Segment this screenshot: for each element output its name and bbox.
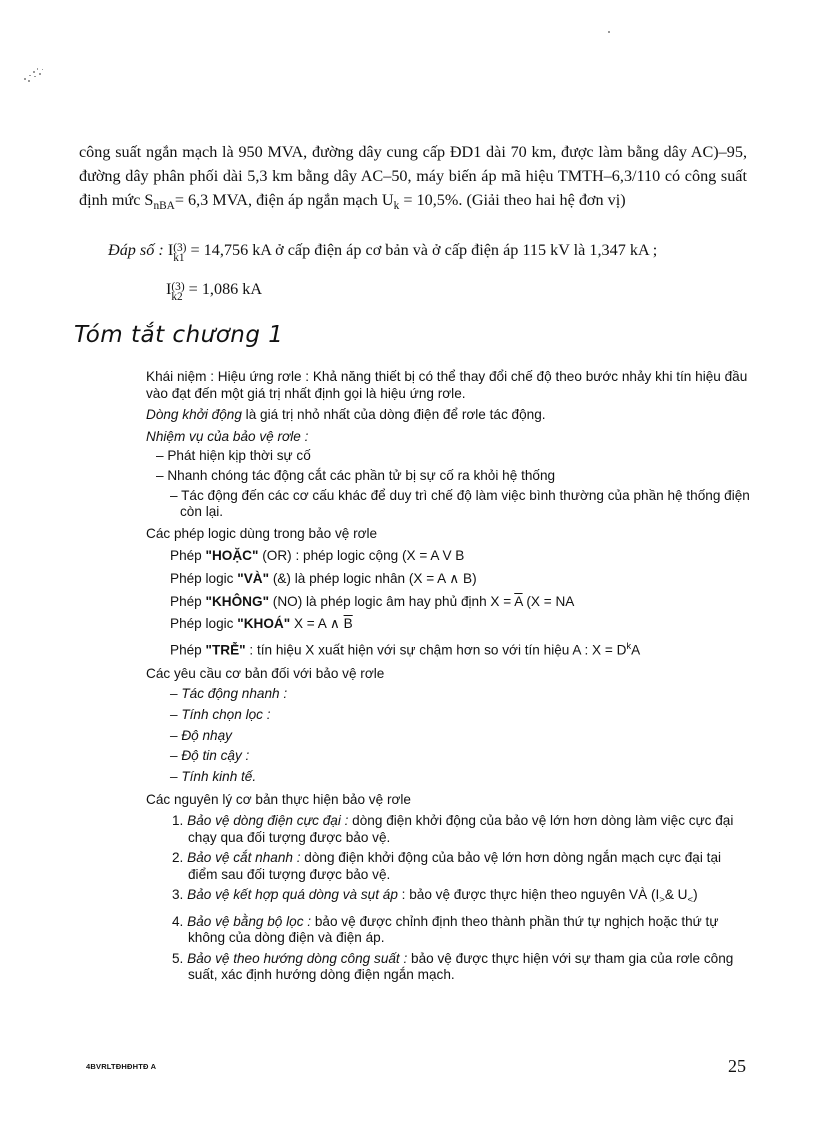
chapter-summary-body xyxy=(146,369,752,984)
principle-item: 1. Bảo vệ dòng điện cực đại : dòng điện khởi động của bảo vệ lớn hơn dòng làm việc cực đại chạy qua đối tượng được bảo vệ. xyxy=(172,813,734,845)
scan-mark xyxy=(20,64,50,90)
requirement-item: – Độ tin cậy : xyxy=(170,748,250,764)
logic-or: Phép "HOẶC" (OR) : phép logic cộng (X = A V B xyxy=(170,548,465,564)
requirement-item: – Độ nhạy xyxy=(170,727,232,743)
logic-lock: Phép logic "KHOÁ" X = A ∧ $\overline{B}$ xyxy=(170,616,353,632)
requirement-item: – Tác động nhanh : xyxy=(170,686,288,702)
answer-label: Đáp số : xyxy=(108,241,164,259)
requirement-item: – Tính kinh tế. xyxy=(170,768,257,784)
principles-list xyxy=(146,813,752,984)
scan-speck xyxy=(608,31,610,33)
logic-list xyxy=(146,548,752,659)
requirements-list xyxy=(146,686,752,785)
task-item: – Tác động đến các cơ cấu khác để duy trì chế độ làm việc bình thường của phần hệ thống điện còn lại. xyxy=(170,487,750,520)
task-item: – Phát hiện kịp thời sự cố xyxy=(156,448,311,464)
principle-item: 2. Bảo vệ cắt nhanh : dòng điện khởi động của bảo vệ lớn hơn dòng ngắn mạch cực đại tại điểm sau đối tượng được bảo vệ. xyxy=(172,850,722,882)
answer-line-1: Đáp số : I(3) k1 = 14,756 kA ở cấp điện áp cơ bản và ở cấp điện áp 115 kV là 1,347 kA ; xyxy=(108,241,658,264)
principle-item: 4. Bảo vệ bằng bộ lọc : bảo vệ được chỉnh định theo thành phần thứ tự nghịch hoặc thứ tự không của dòng điện và điện áp. xyxy=(172,913,719,946)
tasks-list xyxy=(146,448,752,520)
principle-item: 3. Bảo vệ kết hợp quá dòng và sụt áp : bảo vệ được thực hiện theo nguyên VÀ ($I_>\&$ $U_<$) xyxy=(172,887,698,907)
pickup-current-paragraph: Dòng khởi động là giá trị nhỏ nhất của dòng điện để rơle tác động. xyxy=(146,407,546,423)
logic-title: Các phép logic dùng trong bảo vệ rơle xyxy=(146,525,378,541)
logic-delay: Phép "TRỄ" : tín hiệu X xuất hiện với sự chậm hơn so với tín hiệu A : $X = D^kA$ xyxy=(170,640,641,658)
principle-item: 5. Bảo vệ theo hướng dòng công suất : bảo vệ được thực hiện với sự tham gia của rơle công suất, xác định hướng dòng điện ngắn mạch. xyxy=(172,950,734,983)
page-number: 25 xyxy=(728,1056,746,1076)
task-item: – Nhanh chóng tác động cắt các phần tử bị sự cố ra khỏi hệ thống xyxy=(156,467,556,483)
problem-continuation-paragraph: công suất ngắn mạch là 950 MVA, đường dây cung cấp ĐD1 dài 70 km, được làm bằng dây AC)–95, đường dây phân phối dài 5,3 km bằng dây AC–50, máy biến áp mã hiệu TMTH–6,3/110 có công suất định mức $S_{nBA}= 6,3$ MVA, điện áp ngắn mạch $U_k = 10,5\%$. (Giải theo hai hệ đơn vị) xyxy=(79,143,747,213)
requirement-item: – Tính chọn lọc : xyxy=(170,707,271,723)
requirements-title: Các yêu cầu cơ bản đối với bảo vệ rơle xyxy=(146,665,385,681)
answer-line-2: I(3) k2 = 1,086 kA xyxy=(166,280,263,303)
principles-title: Các nguyên lý cơ bản thực hiện bảo vệ rơle xyxy=(146,792,411,808)
logic-not: Phép "KHÔNG" (NO) là phép logic âm hay phủ định $X = \overline{A}$ (X = NA xyxy=(170,593,575,609)
tasks-title: Nhiệm vụ của bảo vệ rơle : xyxy=(146,428,309,444)
concept-paragraph: Khái niệm : Hiệu ứng rơle : Khả năng thiết bị có thể thay đổi chế độ theo bước nhảy khi tín hiệu đầu vào đạt đến một giá trị nhất định gọi là hiệu ứng rơle. xyxy=(146,369,748,401)
chapter-summary-heading: Tóm tắt chương 1 xyxy=(74,322,284,348)
footer-code: 4BVRLTĐHĐHTĐ A xyxy=(86,1062,157,1071)
logic-and: Phép logic "VÀ" (&) là phép logic nhân (X = A ∧ B) xyxy=(170,570,477,586)
